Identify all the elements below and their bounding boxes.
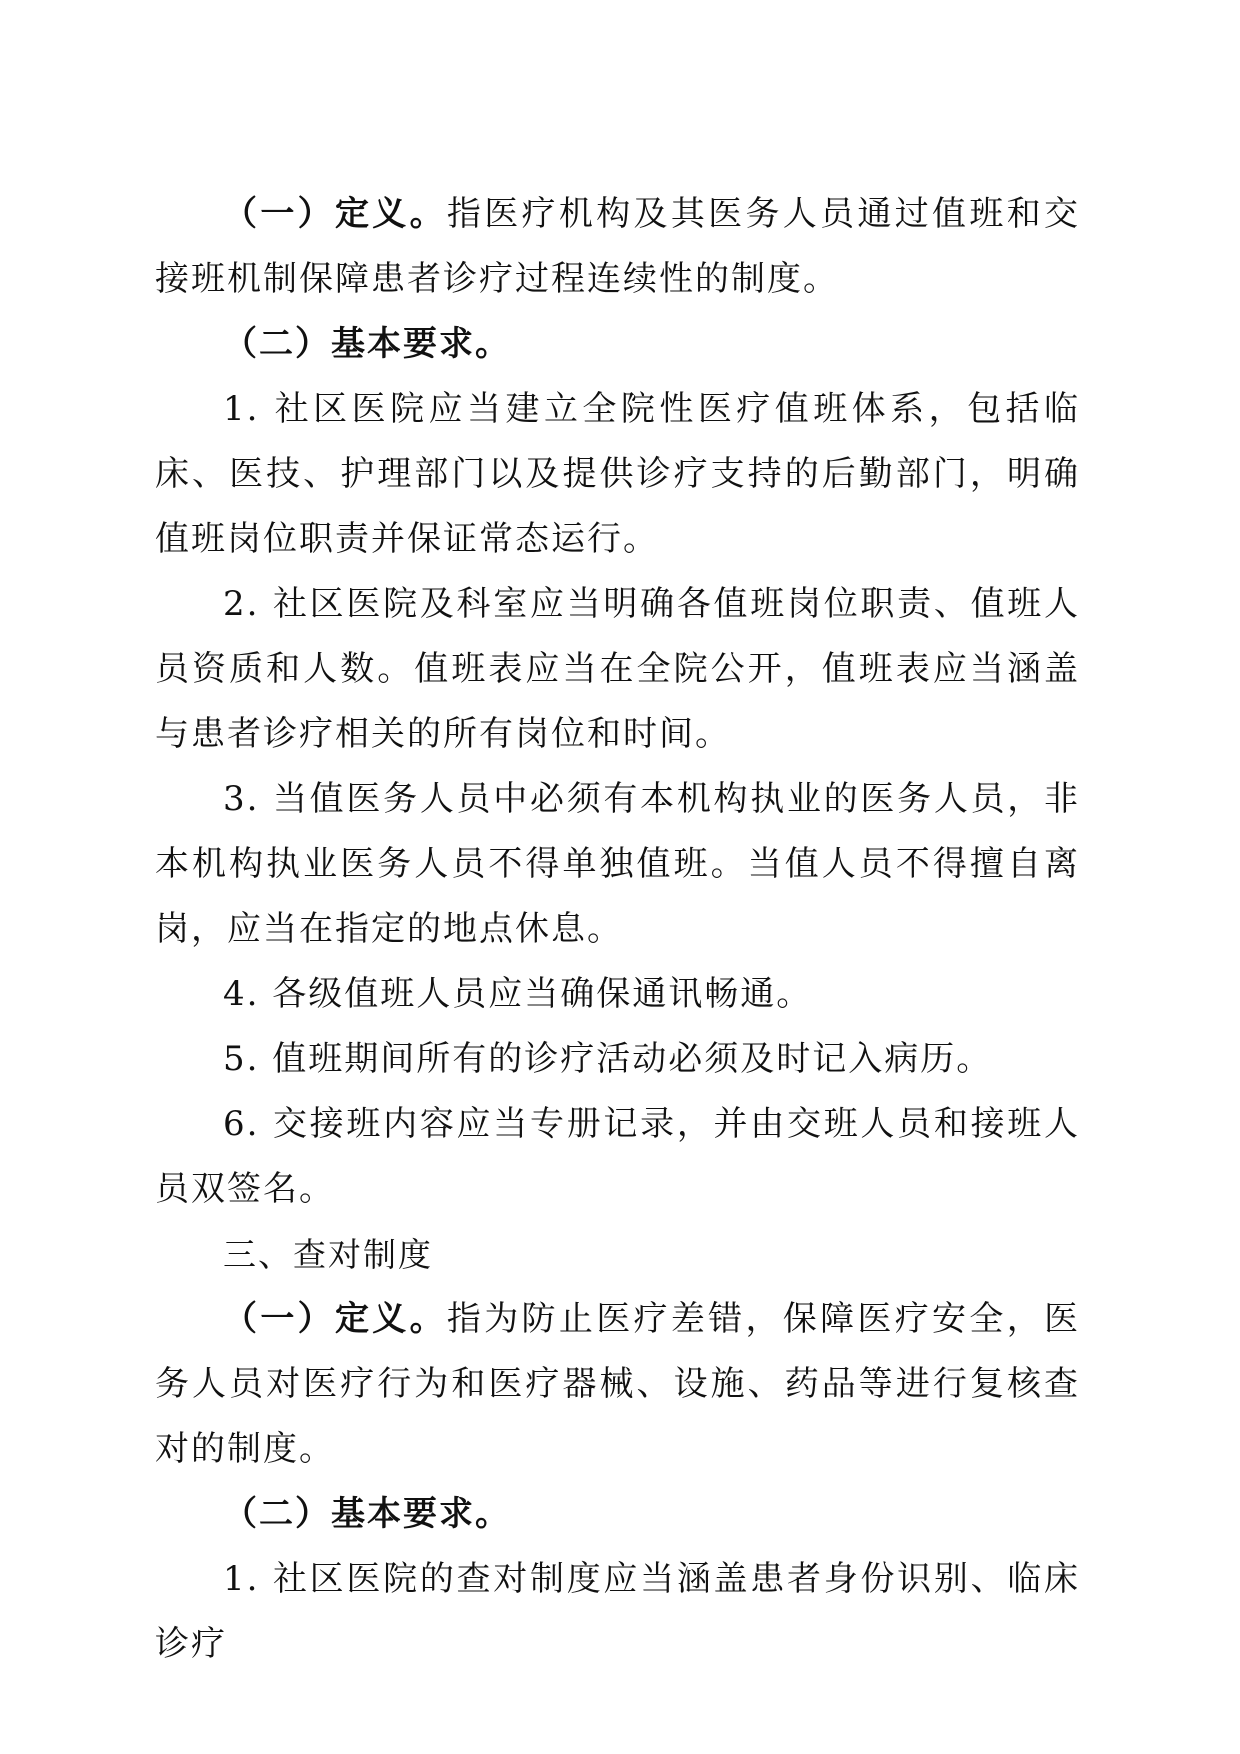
duty-item-1: 1. 社区医院应当建立全院性医疗值班体系，包括临床、医技、护理部门以及提供诊疗支持的后勤部门，明确值班岗位职责并保证常态运行。 xyxy=(155,389,1080,559)
check-definition-text: 指为防止医疗差错，保障医疗安全，医务人员对医疗行为和医疗器械、设施、药品等进行复核查对的制度。 xyxy=(155,1299,1081,1469)
check-section-title: 三、查对制度 xyxy=(223,1235,433,1274)
duty-definition-text: 指医疗机构及其医务人员通过值班和交接班机制保障患者诊疗过程连续性的制度。 xyxy=(155,194,1081,299)
duty-item-2: 2. 社区医院及科室应当明确各值班岗位职责、值班人员资质和人数。值班表应当在全院公开，值班表应当涵盖与患者诊疗相关的所有岗位和时间。 xyxy=(155,584,1080,754)
duty-definition-paragraph xyxy=(155,182,1080,312)
document-page xyxy=(155,182,1080,1677)
duty-item-3: 3. 当值医务人员中必须有本机构执业的医务人员，非本机构执业医务人员不得单独值班。当值人员不得擅自离岗，应当在指定的地点休息。 xyxy=(155,779,1080,949)
duty-item-5: 5. 值班期间所有的诊疗活动必须及时记入病历。 xyxy=(223,1039,993,1079)
check-item-1: 1. 社区医院的查对制度应当涵盖患者身份识别、临床诊疗 xyxy=(155,1559,1080,1664)
duty-item-6: 6. 交接班内容应当专册记录，并由交班人员和接班人员双签名。 xyxy=(155,1104,1080,1209)
duty-item-4: 4. 各级值班人员应当确保通讯畅通。 xyxy=(223,974,813,1014)
check-definition-label: （一）定义。 xyxy=(223,1299,447,1339)
check-definition-paragraph xyxy=(155,1287,1080,1482)
duty-requirements-heading: （二）基本要求。 xyxy=(223,324,511,364)
duty-definition-label: （一）定义。 xyxy=(223,194,447,234)
check-requirements-heading: （二）基本要求。 xyxy=(223,1494,511,1534)
